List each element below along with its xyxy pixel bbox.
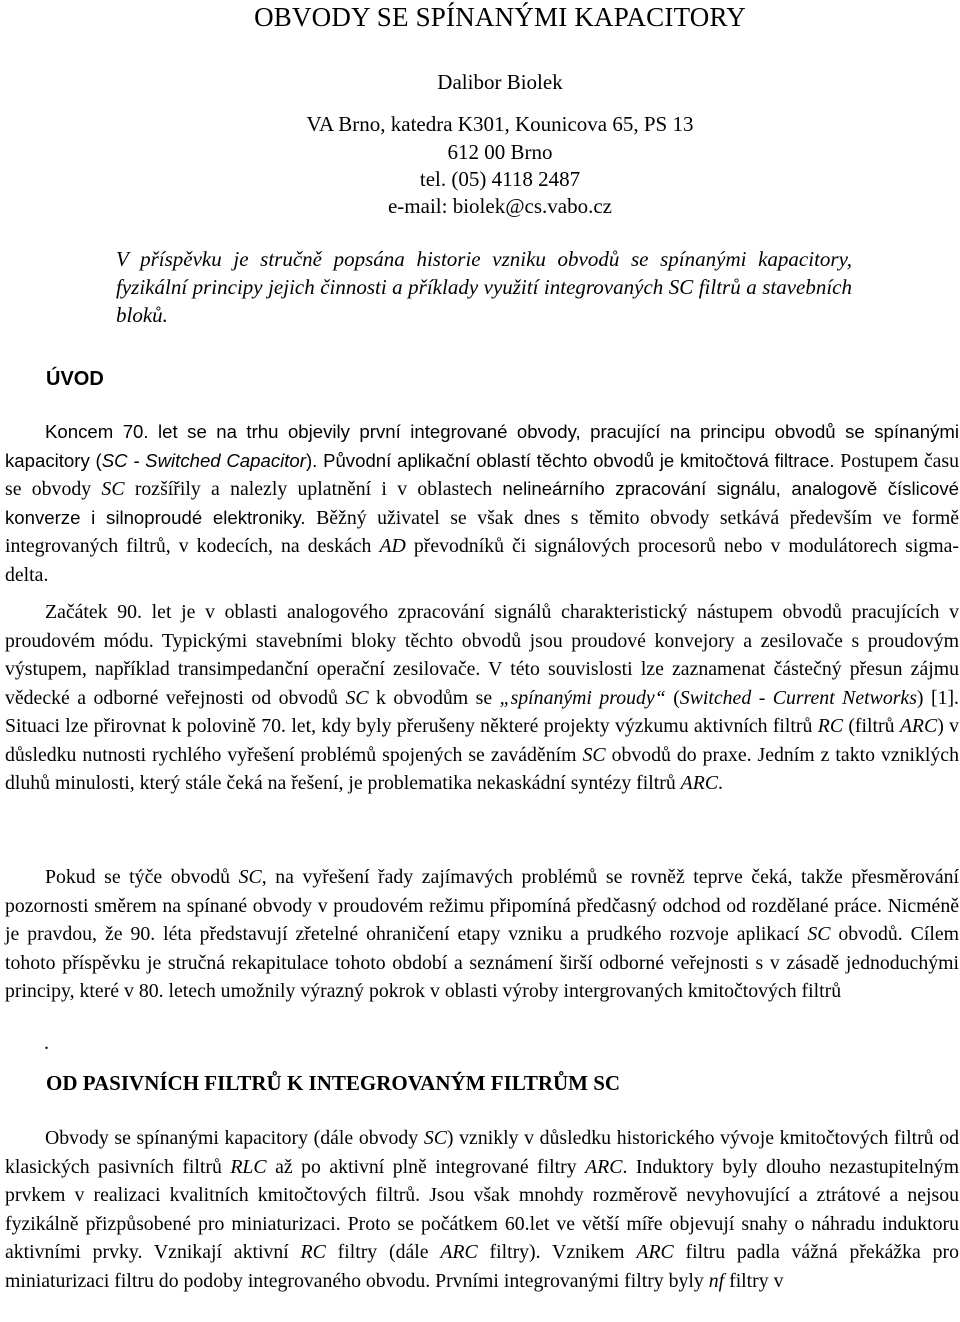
text-run: filtry). Vznikem: [477, 1241, 637, 1263]
text-run: ) v důsledku nutnosti rychlého vyřešení problémů spojených se zaváděním: [5, 715, 959, 766]
stray-period: .: [44, 1032, 49, 1054]
text-run: filtry v: [724, 1269, 784, 1292]
italic-term: ARC: [636, 1241, 674, 1263]
text-run: ) [1]. Situaci lze přirovnat k polovině 70. let, kdy byly přerušeny některé projekty výzkumu aktivních filtrů: [5, 686, 959, 737]
italic-term: SC: [807, 923, 831, 945]
italic-term: ARC: [440, 1241, 478, 1263]
paragraph-text: [5, 598, 959, 798]
italic-term: SC: [238, 866, 262, 888]
italic-term: ARC: [585, 1155, 623, 1178]
text-run: Pokud se týče obvodů: [45, 866, 239, 888]
section-heading-passive-filters: OD PASIVNÍCH FILTRŮ K INTEGROVANÝM FILTRŮM SC: [46, 1071, 621, 1095]
phone-line: tel. (05) 4118 2487: [419, 167, 581, 191]
text-run: Začátek 90. let je v oblasti analogového zpracování signálů charakteristický nástupem obvodů pracujících v proudovém módu. Typickými stavebními bloky těchto obvodů jsou proudové konvejory a zesilovače s proudovým výstupem, například transimpedanční operační zesilovače. V této souvislosti lze zaznamenat částečný přesun zájmu vědecké a odborné veřejnosti od obvodů: [5, 601, 959, 709]
italic-term: SC: [345, 686, 369, 709]
text-run: filtry (dále: [325, 1241, 441, 1263]
italic-term: SC: [101, 478, 125, 500]
email-line: e-mail: biolek@cs.vabo.cz: [387, 194, 612, 218]
paragraph-text: [5, 1124, 959, 1295]
text-run: rozšířily a nalezly uplatnění i v oblastech: [124, 478, 503, 500]
paragraph-passive-to-integrated: [5, 1124, 959, 1295]
document-title: OBVODY SE SPÍNANÝMI KAPACITORY: [254, 2, 746, 32]
text-run: .: [718, 772, 723, 794]
italic-term: AD: [379, 535, 406, 557]
paragraph-text: [5, 863, 959, 1006]
text-run: Koncem 70. let se na trhu objevily první integrované obvody, pracující na principu obvodů se spínanými kapacitory (: [5, 421, 959, 471]
paragraph-sc-problems: [5, 863, 959, 1006]
text-run: Původní aplikační oblastí těchto obvodů je kmitočtová filtrace.: [323, 449, 841, 471]
text-run: ) vznikly v důsledku historického vývoje kmitočtových filtrů od klasických pasivních filtrů: [5, 1127, 959, 1178]
italic-term: ARC: [680, 772, 719, 794]
italic-term: RC: [300, 1241, 326, 1263]
text-run: Postupem času se obvody: [5, 449, 959, 500]
italic-term: nf: [708, 1269, 725, 1292]
italic-term: RLC: [230, 1155, 267, 1178]
text-run: k obvodům se: [368, 686, 500, 709]
italic-term: RC: [817, 715, 844, 737]
text-run: . Induktory byly dlouho nezastupitelným prvkem v realizaci kvalitních kmitočtových filtrů. Jsou však mnohdy rozměrově nevyhovující a ztrátové a nejsou fyzikálně přizpůsobené pro miniaturizaci. Proto se počátkem 60.let ve větší míře objevují snahy o náhradu induktoru aktivními prvky. Vznikají aktivní: [5, 1155, 959, 1263]
affiliation-line: VA Brno, katedra K301, Kounicova 65, PS 13: [306, 112, 694, 136]
section-heading-uvod: ÚVOD: [46, 368, 104, 390]
italic-term: SC - Switched Capacitor: [101, 449, 306, 471]
text-run: Obvody se spínanými kapacitory (dále obvody: [45, 1127, 424, 1149]
text-run: filtru padla vážná překážka pro miniaturizaci filtru do podoby integrovaného obvodu. Prvními integrovanými filtry byly: [5, 1241, 960, 1292]
author-name: Dalibor Biolek: [437, 70, 563, 94]
paragraph-intro: [5, 418, 959, 589]
text-run: převodníků či signálových procesorů nebo v modulátorech sigma-delta.: [5, 535, 960, 586]
text-run: (filtrů: [843, 715, 900, 737]
postal-code-line: 612 00 Brno: [447, 140, 553, 164]
text-run: obvodů. Cílem tohoto příspěvku je stručná rekapitulace tohoto období a seznámení širší odborné veřejnosti s v zásadě jednoduchými principy, které v 80. letech umožnily výrazný pokrok v oblasti výroby intergrovaných kmitočtových filtrů: [5, 923, 959, 1002]
text-run: ).: [305, 449, 324, 471]
italic-term: ARC: [899, 715, 938, 737]
italic-term: SC: [582, 743, 606, 766]
text-run: (: [665, 686, 680, 709]
abstract: V příspěvku je stručně popsána historie vzniku obvodů se spínanými kapacitory, fyzikální principy jejich činnosti a příklady využití integrovaných SC filtrů a stavebních bloků.: [116, 247, 852, 327]
paragraph-text: [5, 418, 959, 589]
paragraph-current-mode: [5, 598, 959, 798]
text-run: nelineárního zpracování signálu, analogově číslicové konverze i silnoproudé elektroniky.: [5, 478, 959, 528]
text-run: až po aktivní plně integrované filtry: [266, 1155, 586, 1178]
text-run: obvodů do praxe. Jedním z takto vzniklých dluhů minulosti, který stále čeká na řešení, je problematika nekaskádní syntézy filtrů: [5, 743, 959, 794]
italic-term: „spínanými proudy“: [499, 686, 666, 709]
text-run: , na vyřešení řady zajímavých problémů se rovněž teprve čeká, takže přesměrování pozornosti směrem na spínané obvody v proudovém režimu připomíná předčasný odchod od rozdělané práce. Nicméně je pravdou, že 90. léta představují zřetelné ohraničení etapy vzniku a prudkého rozvoje aplikací: [5, 866, 959, 945]
italic-term: SC: [423, 1127, 447, 1149]
italic-term: Switched - Current Networks: [679, 686, 917, 709]
text-run: Běžný uživatel se však dnes s těmito obvody setkává především ve formě integrovaných filtrů, v kodecích, na deskách: [5, 506, 959, 557]
